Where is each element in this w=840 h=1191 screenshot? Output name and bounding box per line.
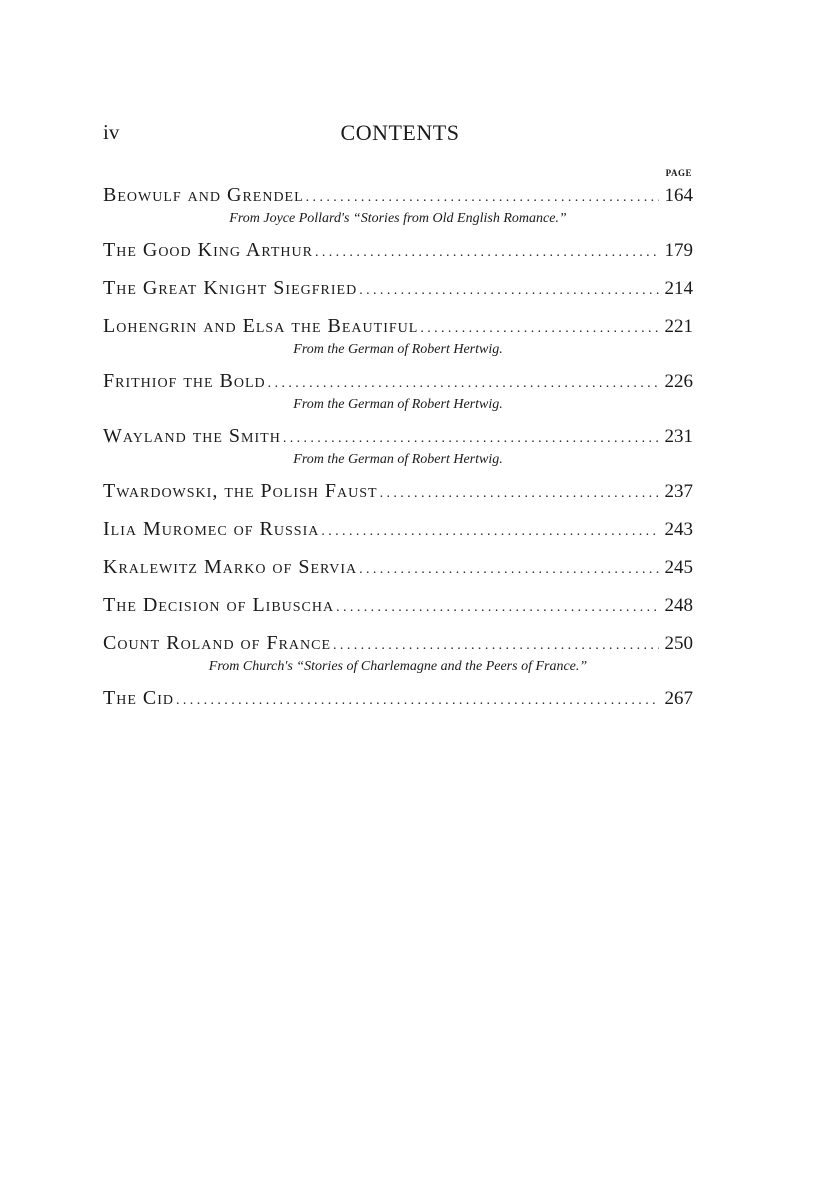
- entry-page-number: 164: [664, 185, 693, 206]
- toc-entry: [103, 632, 693, 675]
- entry-title: Count Roland of France: [103, 632, 332, 654]
- dot-leader: [321, 524, 658, 540]
- dot-leader: [176, 693, 659, 709]
- entry-title: The Good King Arthur: [103, 239, 313, 261]
- toc-entry: [103, 518, 693, 544]
- entry-page-number: 250: [664, 633, 693, 654]
- entry-page-number: 267: [664, 688, 693, 709]
- toc-entry: [103, 239, 693, 265]
- entry-source: From the German of Robert Hertwig.: [293, 397, 503, 412]
- toc-entry: [103, 687, 693, 713]
- entry-page-number: 226: [664, 371, 693, 392]
- entry-page-number: 214: [664, 278, 693, 299]
- dot-leader: [359, 283, 658, 299]
- dot-leader: [283, 431, 659, 447]
- dot-leader: [315, 245, 659, 261]
- entry-page-number: 179: [664, 240, 693, 261]
- toc-entry: [103, 556, 693, 582]
- entry-page-number: 237: [664, 481, 693, 502]
- entry-title: The Cid: [103, 687, 174, 709]
- entry-source: From the German of Robert Hertwig.: [293, 452, 503, 467]
- entry-title: Lohengrin and Elsa the Beautiful: [103, 315, 419, 337]
- dot-leader: [333, 638, 658, 654]
- toc-entry: [103, 315, 693, 358]
- toc-entry: [103, 277, 693, 303]
- entry-title: The Great Knight Siegfried: [103, 277, 358, 299]
- dot-leader: [336, 600, 658, 616]
- page-number: iv: [103, 120, 120, 144]
- entry-source: From Joyce Pollard's “Stories from Old English Romance.”: [229, 211, 567, 226]
- page-column-label: PAGE: [665, 168, 692, 178]
- dot-leader: [420, 321, 658, 337]
- entry-title: Frithiof the Bold: [103, 370, 266, 392]
- entry-source: From Church's “Stories of Charlemagne and the Peers of France.”: [208, 659, 588, 674]
- entry-page-number: 245: [664, 557, 693, 578]
- entry-page-number: 231: [664, 426, 693, 447]
- dot-leader: [359, 562, 658, 578]
- entry-title: Wayland the Smith: [103, 425, 281, 447]
- entry-title: Kralewitz Marko of Servia: [103, 556, 358, 578]
- toc-entry: [103, 370, 693, 413]
- entry-page-number: 243: [664, 519, 693, 540]
- toc-entry: [103, 480, 693, 506]
- toc-entry: [103, 184, 693, 227]
- dot-leader: [380, 486, 659, 502]
- entry-page-number: 221: [664, 316, 693, 337]
- toc-entry: [103, 594, 693, 620]
- entry-title: Ilia Muromec of Russia: [103, 518, 320, 540]
- entry-title: Beowulf and Grendel: [103, 184, 304, 206]
- dot-leader: [306, 190, 659, 206]
- toc-entry: [103, 425, 693, 468]
- entry-source: From the German of Robert Hertwig.: [293, 342, 503, 357]
- page-title: CONTENTS: [340, 120, 460, 145]
- entry-page-number: 248: [664, 595, 693, 616]
- entry-title: The Decision of Libuscha: [103, 594, 335, 616]
- table-of-contents: [103, 184, 693, 725]
- dot-leader: [268, 376, 659, 392]
- entry-title: Twardowski, the Polish Faust: [103, 480, 378, 502]
